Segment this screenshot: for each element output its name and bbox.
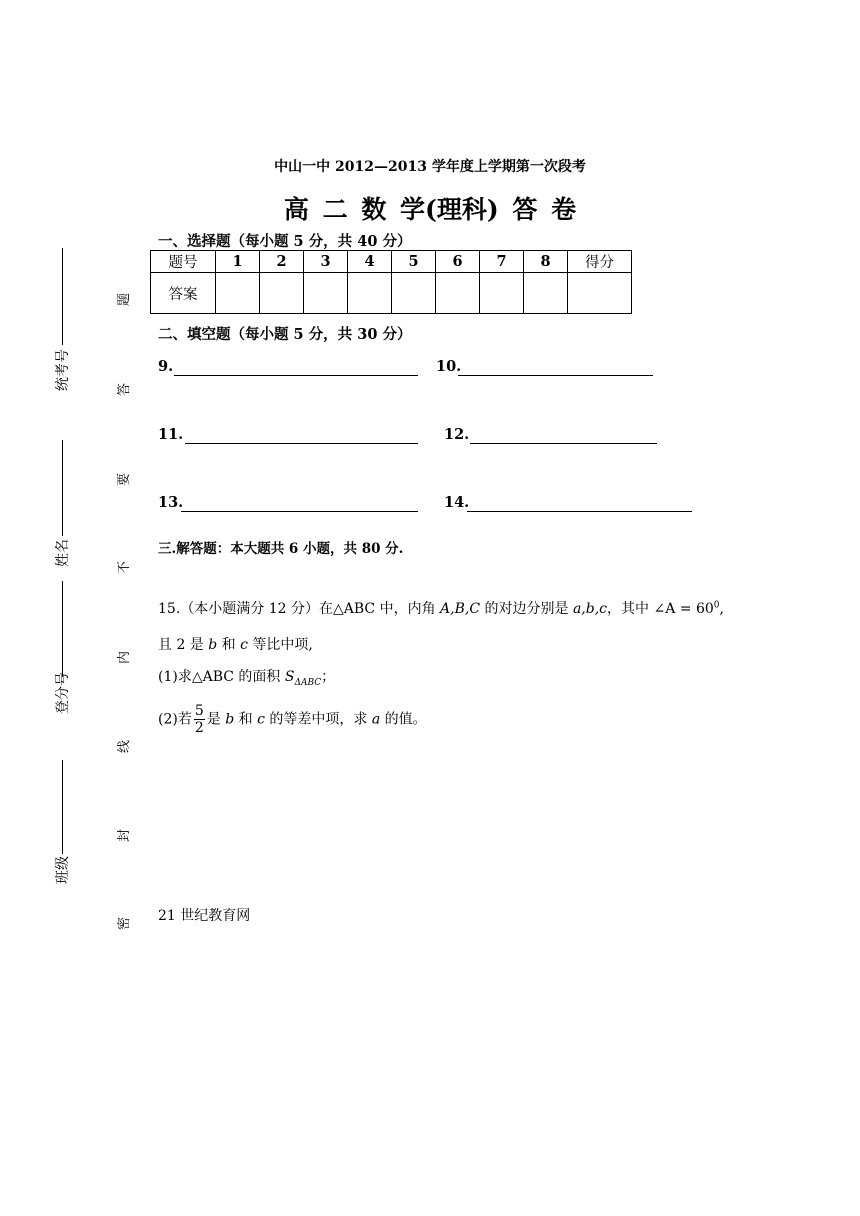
q-number: 3 — [304, 251, 348, 273]
seal-char: 封 — [117, 828, 133, 843]
section2-heading: 二、填空题（每小题 5 分，共 30 分） — [158, 326, 412, 343]
fraction-numerator: 5 — [194, 703, 204, 719]
answer-cell[interactable] — [524, 273, 568, 314]
answer-cell[interactable] — [480, 273, 524, 314]
q15-line3 — [158, 666, 335, 688]
q15-text: 和 — [217, 637, 241, 653]
page-title: 高 二 数 学(理科) 答 卷 — [283, 195, 577, 224]
q15-text: 是 — [206, 711, 226, 728]
q15-text: ； — [321, 669, 336, 685]
q-number: 1 — [216, 251, 260, 273]
fraction-denominator: 2 — [194, 720, 204, 736]
blank-14-line[interactable] — [467, 511, 692, 512]
q15-line2 — [158, 634, 313, 654]
q15-text: 15.（本小题满分 12 分）在△ABC 中，内角 — [158, 601, 441, 617]
q15-text: (1)求△ABC 的面积 — [158, 669, 285, 685]
answer-cell[interactable] — [392, 273, 436, 314]
side-label-name: 姓名 — [55, 539, 71, 567]
blank-9-label: 9. — [158, 358, 174, 375]
q15-text: 的等差中项，求 — [264, 711, 372, 728]
q15-text: 且 2 是 — [158, 637, 209, 653]
q15-fraction — [194, 703, 205, 736]
seal-char: 题 — [117, 292, 133, 307]
q-number: 8 — [524, 251, 568, 273]
blank-10-label: 10. — [436, 358, 462, 375]
side-label-class: 班级 — [55, 856, 71, 884]
side-line-score-no[interactable] — [62, 581, 63, 677]
answer-cell[interactable] — [216, 273, 260, 314]
side-line-class[interactable] — [62, 760, 63, 854]
q-number: 4 — [348, 251, 392, 273]
side-line-exam-no[interactable] — [62, 248, 63, 345]
q15-line1 — [158, 598, 724, 618]
blank-12-line[interactable] — [470, 443, 657, 444]
table-row — [151, 251, 632, 273]
q-number: 7 — [480, 251, 524, 273]
q15-text: (2)若 — [158, 711, 192, 728]
side-label-exam-no: 统考号 — [55, 349, 71, 391]
blank-12-label: 12. — [444, 426, 470, 443]
table-row — [151, 273, 632, 314]
q-number: 2 — [260, 251, 304, 273]
q15-var: a — [371, 711, 381, 728]
score-label: 得分 — [568, 251, 632, 273]
blank-13-line[interactable] — [181, 511, 418, 512]
score-cell[interactable] — [568, 273, 632, 314]
q15-sides: a,b,c — [572, 601, 608, 617]
q15-area-symbol: S — [284, 669, 295, 685]
q15-vars: A,B,C — [440, 601, 481, 617]
q15-angle: ∠A = 60 — [653, 601, 714, 617]
q15-var: b — [225, 711, 235, 728]
answer-cell[interactable] — [348, 273, 392, 314]
answer-cell[interactable] — [304, 273, 348, 314]
q15-text: , — [719, 601, 724, 617]
answer-cell[interactable] — [436, 273, 480, 314]
side-line-name[interactable] — [62, 440, 63, 536]
seal-char: 答 — [117, 382, 133, 397]
row2-label: 答案 — [151, 273, 216, 314]
section3-heading: 三.解答题：本大题共 6 小题，共 80 分. — [158, 541, 404, 557]
seal-char: 不 — [117, 560, 133, 575]
seal-char: 线 — [117, 739, 133, 754]
footer-note: 21 世纪教育网 — [158, 908, 251, 924]
blank-9-line[interactable] — [174, 375, 418, 376]
q15-line4 — [158, 703, 427, 736]
blank-11-label: 11. — [158, 426, 184, 443]
answer-cell[interactable] — [260, 273, 304, 314]
q15-text: 和 — [234, 711, 258, 728]
seal-char: 要 — [117, 472, 133, 487]
q15-var: b — [208, 637, 218, 653]
school-line: 中山一中 2012—2013 学年度上学期第一次段考 — [274, 159, 586, 175]
seal-char: 密 — [117, 916, 133, 931]
q15-text: 等比中项, — [247, 637, 313, 653]
row1-label: 题号 — [151, 251, 216, 273]
blank-11-line[interactable] — [185, 443, 418, 444]
q-number: 6 — [436, 251, 480, 273]
q15-text: 的值。 — [380, 711, 427, 728]
q-number: 5 — [392, 251, 436, 273]
blank-10-line[interactable] — [458, 375, 653, 376]
blank-13-label: 13. — [158, 494, 184, 511]
section1-heading: 一、选择题（每小题 5 分，共 40 分） — [158, 233, 412, 250]
answer-table — [150, 250, 632, 314]
q15-var: c — [257, 711, 265, 728]
q15-var: c — [240, 637, 248, 653]
side-label-score-no: 登分号 — [55, 672, 71, 714]
blank-14-label: 14. — [444, 494, 470, 511]
q15-area-subscript: ΔABC — [294, 677, 322, 688]
q15-degree: 0 — [713, 600, 720, 611]
q15-text: ，其中 — [607, 601, 654, 617]
q15-text: 的对边分别是 — [480, 601, 573, 617]
seal-char: 内 — [117, 650, 133, 665]
